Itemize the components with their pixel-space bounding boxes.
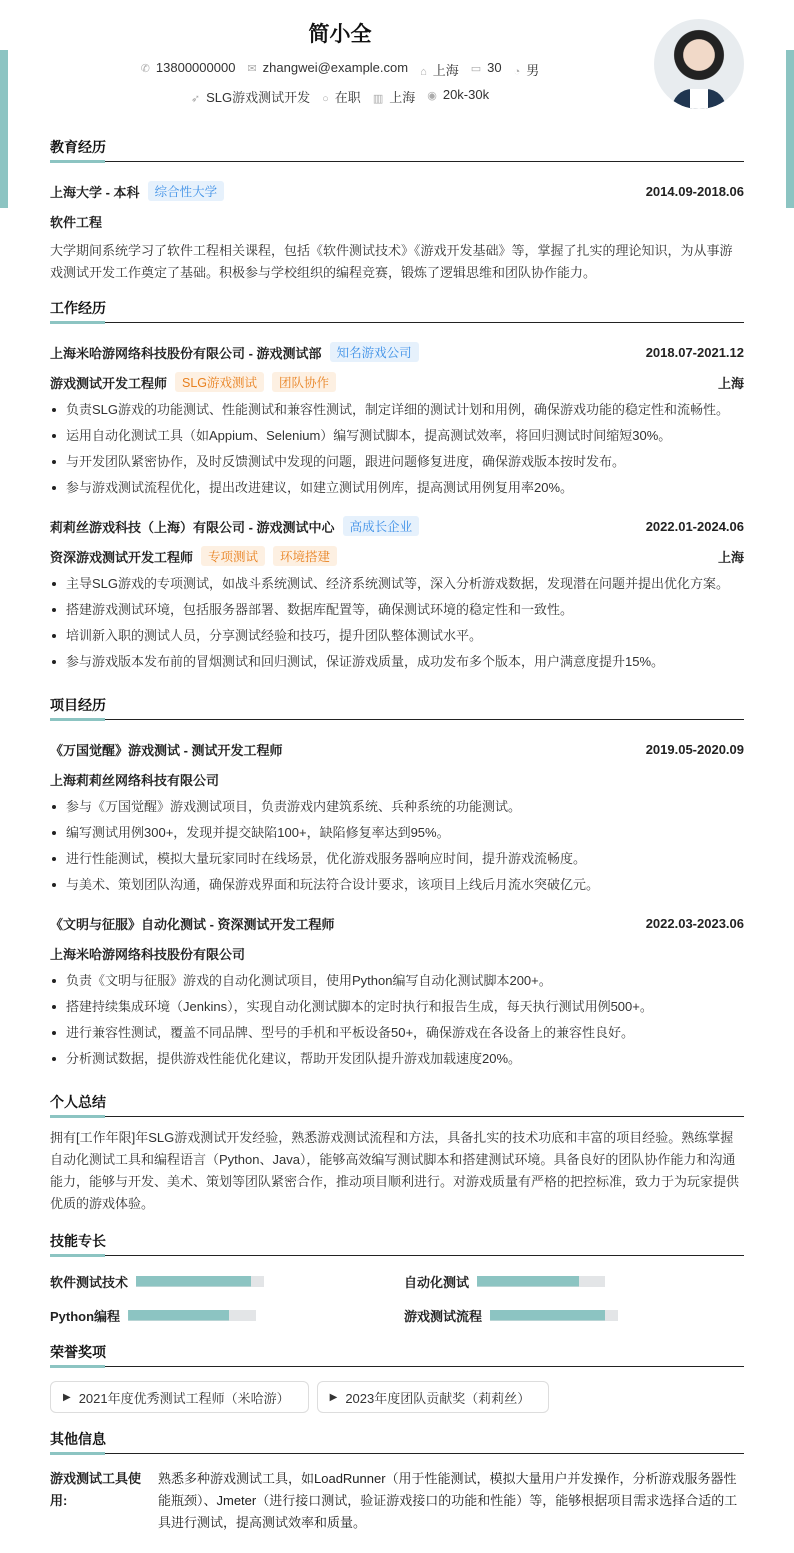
role-left (50, 546, 337, 566)
age-icon: ▭ (470, 63, 482, 75)
company-tag: 知名游戏公司 (330, 342, 419, 362)
role-tag: 环境搭建 (273, 546, 337, 566)
job-header (50, 511, 744, 541)
bullet-item: 负责《文明与征服》游戏的自动化测试项目，使用Python编写自动化测试脚本200+。 (50, 968, 744, 994)
major-text: 软件工程 (50, 214, 103, 230)
job-icon: ➶ (190, 93, 201, 105)
spacer (50, 898, 744, 908)
project-header (50, 908, 744, 938)
award-text: 2023年度团队贡献奖（莉莉丝） (345, 1390, 531, 1406)
major (50, 206, 744, 236)
edu-desc: 大学期间系统学习了软件工程相关课程，包括《软件测试技术》《游戏开发基础》等，掌握了扎实的理论知识，为从事游戏测试开发工作奠定了基础。积极参与学校组织的编程竞赛，锻炼了逻辑思维和团队协作能力。 (50, 243, 733, 280)
section-projects: 项目经历 (50, 695, 744, 720)
section-skills: 技能专长 (50, 1231, 744, 1256)
bullet-item: 参与游戏版本发布前的冒烟测试和回归测试，保证游戏质量，成功发布多个版本，用户满意度提升15%。 (50, 649, 744, 675)
bullet-item: 参与《万国觉醒》游戏测试项目，负责游戏内建筑系统、兵种系统的功能测试。 (50, 794, 744, 820)
bullet-item: 与美术、策划团队沟通，确保游戏界面和玩法符合设计要求，该项目上线后月流水突破亿元。 (50, 872, 744, 898)
age: ▭ 30 (470, 60, 502, 75)
section-education: 教育经历 (50, 137, 744, 162)
bullet-item: 进行性能测试，模拟大量玩家同时在线场景，优化游戏服务器响应时间，提升游戏流畅度。 (50, 846, 744, 872)
right-accent-bar (786, 50, 794, 208)
skill-bar-fill (128, 1310, 229, 1321)
bullet-item: 运用自动化测试工具（如Appium、Selenium）编写测试脚本，提高测试效率，将回归测试时间缩短30%。 (50, 423, 744, 449)
role: 游戏测试开发工程师 (50, 375, 168, 391)
bullet-item: 培训新入职的测试人员，分享测试经验和技巧，提升团队整体测试水平。 (50, 623, 744, 649)
bullet-item: 搭建游戏测试环境，包括服务器部署、数据库配置等，确保测试环境的稳定性和一致性。 (50, 597, 744, 623)
job-city: 上海 (717, 549, 744, 565)
job-bullets (50, 397, 744, 501)
job-bullets (50, 571, 744, 675)
triangle-icon: ▶ (329, 1391, 338, 1403)
award-item (317, 1381, 550, 1413)
project-company-row (50, 938, 744, 968)
section-work: 工作经历 (50, 298, 744, 323)
other-item (50, 1468, 744, 1534)
skill-bar-fill (136, 1276, 251, 1287)
skill-bar-fill (490, 1310, 605, 1321)
job-date: 2022.01-2024.06 (645, 518, 744, 534)
contact-row (0, 60, 680, 79)
email: ✉ zhangwei@example.com (247, 60, 409, 75)
summary-text: 拥有[工作年限]年SLG游戏测试开发经验，熟悉游戏测试流程和方法，具备扎实的技术功底和丰富的项目经验。熟练掌握自动化测试工具和编程语言（Python、Java），能够高效编写测试脚本和搭建测试环境。具备良好的团队协作能力和沟通能力，能够与开发、美术、策划等团队紧密合作，推动项目顺利进行。对游戏质量有严格的把控标准，致力于为玩家提供优质的游戏体验。 (50, 1130, 740, 1211)
spacer (50, 501, 744, 511)
skill-name: 自动化测试 (404, 1274, 470, 1290)
project-bullets (50, 968, 744, 1072)
project-name: 《文明与征服》自动化测试 - 资深测试开发工程师 (50, 916, 335, 932)
skill-item (404, 1304, 744, 1326)
phone: ✆ 13800000000 (140, 60, 236, 75)
education-row (50, 176, 744, 206)
other-text: 熟悉多种游戏测试工具，如LoadRunner（用于性能测试，模拟大量用户并发操作，分析游戏服务器性能瓶颈）、Jmeter（进行接口测试，验证游戏接口的功能和性能）等，能够根据项目需求选择合适的工具进行测试，提高测试效率和质量。 (158, 1471, 738, 1530)
role-row (50, 541, 744, 571)
bullet-item: 搭建持续集成环境（Jenkins），实现自动化测试脚本的定时执行和报告生成，每天执行测试用例500+。 (50, 994, 744, 1020)
salary: ◉ 20k-30k (427, 87, 490, 102)
section-summary: 个人总结 (50, 1092, 744, 1117)
triangle-icon: ▶ (63, 1391, 71, 1403)
bullet-item: 参与游戏测试流程优化，提出改进建议，如建立测试用例库，提高测试用例复用率20%。 (50, 475, 744, 501)
other-label: 游戏测试工具使用: (50, 1471, 142, 1508)
mail-icon: ✉ (247, 63, 257, 75)
skill-item (50, 1270, 404, 1292)
skill-name: Python编程 (50, 1308, 121, 1324)
role-row (50, 367, 744, 397)
project-company: 上海米哈游网络科技股份有限公司 (50, 946, 246, 962)
role-tag: SLG游戏测试 (175, 372, 264, 392)
project-company: 上海莉莉丝网络科技有限公司 (50, 772, 220, 788)
gender-icon: ◔ (513, 66, 521, 78)
project-header (50, 734, 744, 764)
gender: ◔ 男 (513, 63, 540, 78)
skill-name: 软件测试技术 (50, 1274, 129, 1290)
avatar (654, 19, 744, 109)
role-tag: 团队协作 (272, 372, 336, 392)
skill-item (50, 1304, 404, 1326)
edu-date: 2014.09-2018.06 (645, 183, 744, 199)
salary-icon: ◉ (427, 90, 437, 102)
job: ➶ SLG游戏测试开发 (190, 90, 311, 105)
job-city: 上海 (717, 375, 744, 391)
company: 上海米哈游网络科技股份有限公司 - 游戏测试部 (50, 345, 322, 361)
home-icon: ⌂ (420, 66, 427, 78)
skill-bar-fill (477, 1276, 579, 1287)
project-company-row (50, 764, 744, 794)
school-tag: 综合性大学 (148, 181, 225, 201)
skill-name: 游戏测试流程 (404, 1308, 483, 1324)
job-left (50, 342, 419, 362)
role-tag: 专项测试 (201, 546, 265, 566)
job-date: 2018.07-2021.12 (645, 344, 744, 360)
section-other: 其他信息 (50, 1429, 744, 1454)
city: ▥ 上海 (372, 90, 416, 105)
project-name: 《万国觉醒》游戏测试 - 测试开发工程师 (50, 742, 283, 758)
role-left (50, 372, 336, 392)
bullet-item: 主导SLG游戏的专项测试，如战斗系统测试、经济系统测试等，深入分析游戏数据，发现潜在问题并提出优化方案。 (50, 571, 744, 597)
job-header (50, 337, 744, 367)
project-bullets (50, 794, 744, 898)
award-text: 2021年度优秀测试工程师（米哈游） (78, 1390, 290, 1406)
award-item (50, 1381, 309, 1413)
skill-bar (128, 1310, 256, 1321)
candidate-name: 简小全 (308, 23, 372, 46)
bullet-item: 编写测试用例300+，发现并提交缺陷100+，缺陷修复率达到95%。 (50, 820, 744, 846)
bullet-item: 负责SLG游戏的功能测试、性能测试和兼容性测试，制定详细的测试计划和用例，确保游戏功能的稳定性和流畅性。 (50, 397, 744, 423)
skill-bar (477, 1276, 605, 1287)
skill-bar (136, 1276, 264, 1287)
status-icon: ○ (322, 93, 329, 105)
phone-icon: ✆ (140, 63, 150, 75)
job-left (50, 516, 419, 536)
skill-item (404, 1270, 744, 1292)
project-date: 2022.03-2023.06 (645, 915, 744, 931)
section-awards: 荣誉奖项 (50, 1342, 744, 1367)
home: ⌂ 上海 (420, 63, 459, 78)
bullet-item: 分析测试数据，提供游戏性能优化建议，帮助开发团队提升游戏加载速度20%。 (50, 1046, 744, 1072)
company: 莉莉丝游戏科技（上海）有限公司 - 游戏测试中心 (50, 519, 335, 535)
skill-bar (490, 1310, 618, 1321)
building-icon: ▥ (372, 93, 384, 105)
project-date: 2019.05-2020.09 (645, 741, 744, 757)
bullet-item: 进行兼容性测试，覆盖不同品牌、型号的手机和平板设备50+，确保游戏在各设备上的兼容性良好。 (50, 1020, 744, 1046)
job-intent-row (0, 87, 680, 106)
school: 上海大学 - 本科 (50, 184, 140, 200)
bullet-item: 与开发团队紧密协作，及时反馈测试中发现的问题，跟进问题修复进度，确保游戏版本按时发布。 (50, 449, 744, 475)
role: 资深游戏测试开发工程师 (50, 549, 194, 565)
status: ○ 在职 (322, 90, 361, 105)
company-tag: 高成长企业 (343, 516, 420, 536)
